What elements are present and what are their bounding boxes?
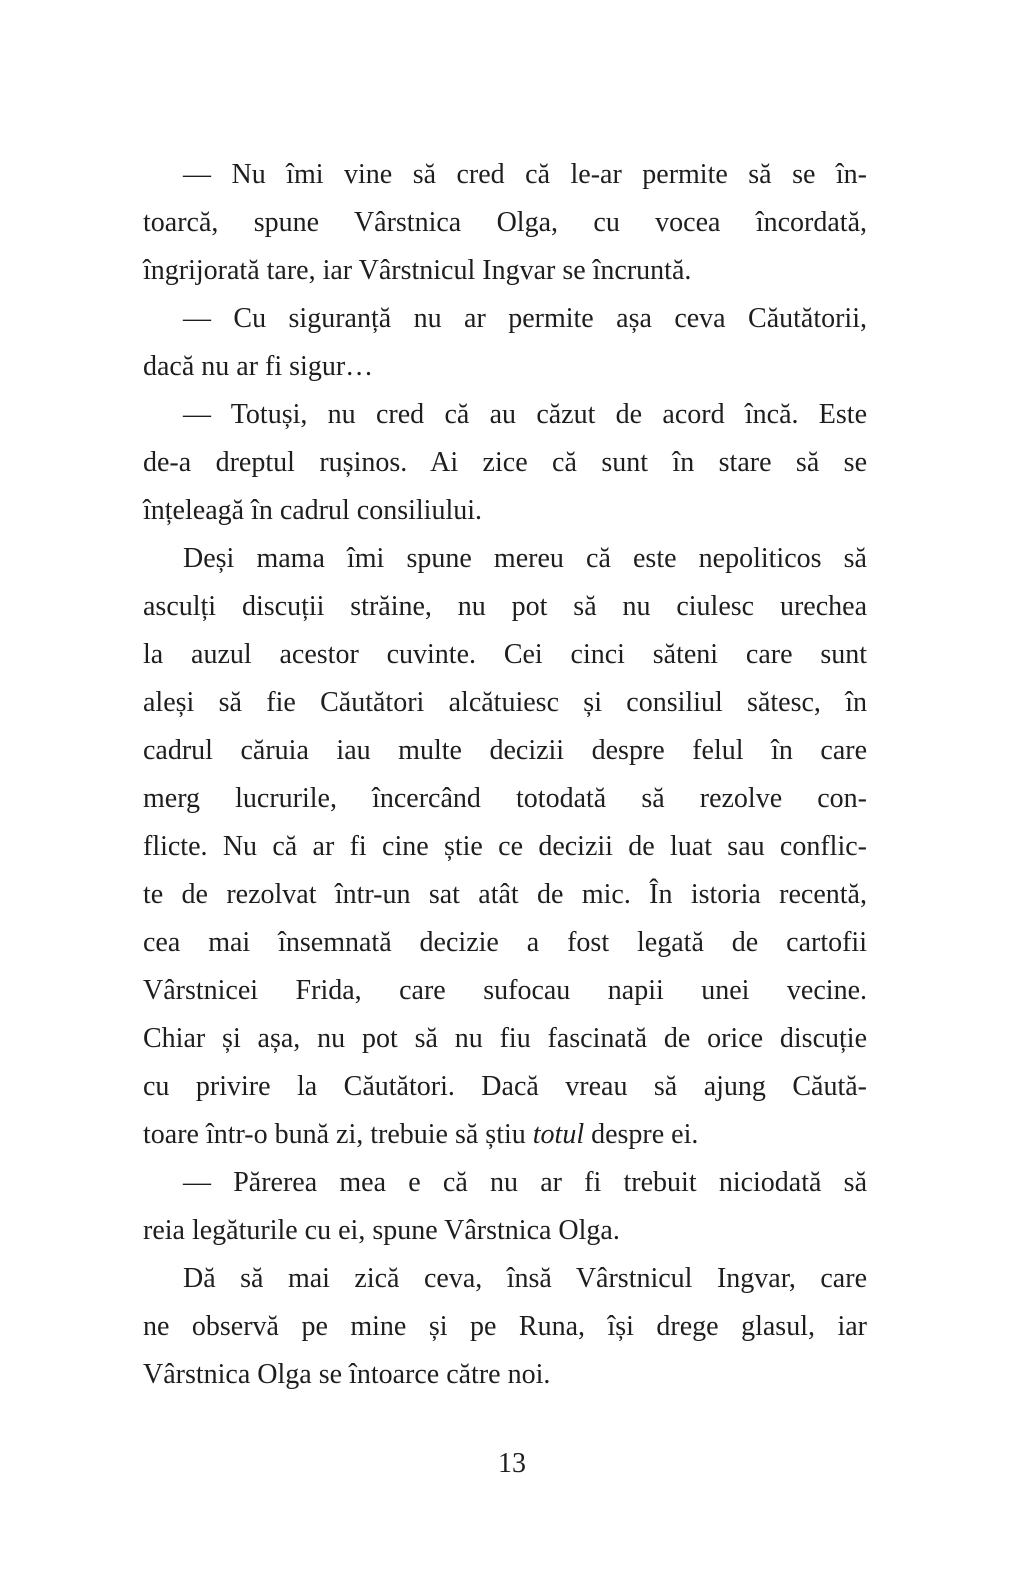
text-segment: te de rezolvat într-un sat atât de mic. În istoria recentă, xyxy=(143,879,867,910)
text-segment: cea mai însemnată decizie a fost legată de cartofii xyxy=(143,927,867,958)
text-segment: merg lucrurile, încercând totodată să rezolve con- xyxy=(143,783,867,814)
text-segment: aleși să fie Căutători alcătuiesc și consiliul sătesc, în xyxy=(143,687,867,718)
text-line xyxy=(143,1255,867,1303)
text-line xyxy=(143,1207,867,1255)
text-segment: flicte. Nu că ar fi cine știe ce decizii de luat sau conflic- xyxy=(143,831,867,862)
text-line xyxy=(143,919,867,967)
text-segment: la auzul acestor cuvinte. Cei cinci săteni care sunt xyxy=(143,639,867,670)
text-line xyxy=(143,967,867,1015)
text-line xyxy=(143,151,867,199)
text-segment: Chiar și așa, nu pot să nu fiu fascinată de orice discuție xyxy=(143,1023,867,1054)
text-segment: Deși mama îmi spune mereu că este nepoliticos să xyxy=(183,543,867,574)
text-line xyxy=(143,391,867,439)
text-segment: asculți discuții străine, nu pot să nu ciulesc urechea xyxy=(143,591,867,622)
text-segment: Vârstnica Olga se întoarce către noi. xyxy=(143,1359,551,1390)
paragraph xyxy=(143,1159,867,1255)
text-segment: toare într-o bună zi, trebuie să știu xyxy=(143,1119,533,1150)
text-line xyxy=(143,823,867,871)
paragraph xyxy=(143,151,867,295)
text-line xyxy=(143,583,867,631)
text-line xyxy=(143,727,867,775)
text-segment: ne observă pe mine și pe Runa, își drege glasul, iar xyxy=(143,1311,867,1342)
text-line xyxy=(143,631,867,679)
text-line xyxy=(143,535,867,583)
text-segment: îngrijorată tare, iar Vârstnicul Ingvar se încruntă. xyxy=(143,255,692,286)
text-line xyxy=(143,1351,867,1399)
text-segment: — Totuși, nu cred că au căzut de acord încă. Este xyxy=(183,399,867,430)
text-segment: cu privire la Căutători. Dacă vreau să ajung Căută- xyxy=(143,1071,867,1102)
text-line xyxy=(143,439,867,487)
text-line xyxy=(143,343,867,391)
text-line xyxy=(143,487,867,535)
text-segment: Vârstnicei Frida, care sufocau napii unei vecine. xyxy=(143,975,867,1006)
page-number: 13 xyxy=(498,1448,526,1479)
text-segment: dacă nu ar fi sigur… xyxy=(143,351,374,382)
text-segment: de-a dreptul rușinos. Ai zice că sunt în stare să se xyxy=(143,447,867,478)
paragraph xyxy=(143,535,867,1159)
page-footer xyxy=(0,1447,1024,1481)
text-segment: cadrul căruia iau multe decizii despre felul în care xyxy=(143,735,867,766)
paragraph xyxy=(143,391,867,535)
text-line xyxy=(143,775,867,823)
text-segment: reia legăturile cu ei, spune Vârstnica Olga. xyxy=(143,1215,620,1246)
text-segment: Dă să mai zică ceva, însă Vârstnicul Ingvar, care xyxy=(183,1263,867,1294)
text-line xyxy=(143,199,867,247)
text-segment: — Nu îmi vine să cred că le-ar permite să se în- xyxy=(183,159,867,190)
paragraph xyxy=(143,295,867,391)
text-line xyxy=(143,295,867,343)
text-segment: — Părerea mea e că nu ar fi trebuit niciodată să xyxy=(183,1167,867,1198)
text-line xyxy=(143,679,867,727)
text-line xyxy=(143,1303,867,1351)
text-segment: despre ei. xyxy=(584,1119,699,1150)
text-segment: înțeleagă în cadrul consiliului. xyxy=(143,495,483,526)
text-segment: toarcă, spune Vârstnica Olga, cu vocea încordată, xyxy=(143,207,867,238)
text-line xyxy=(143,1111,867,1159)
text-line xyxy=(143,1015,867,1063)
text-line xyxy=(143,1063,867,1111)
italic-text: totul xyxy=(532,1119,585,1150)
text-line xyxy=(143,247,867,295)
text-block xyxy=(143,151,867,1399)
paragraph xyxy=(143,1255,867,1399)
text-segment: — Cu siguranță nu ar permite așa ceva Căutătorii, xyxy=(183,303,867,334)
text-line xyxy=(143,1159,867,1207)
text-line xyxy=(143,871,867,919)
